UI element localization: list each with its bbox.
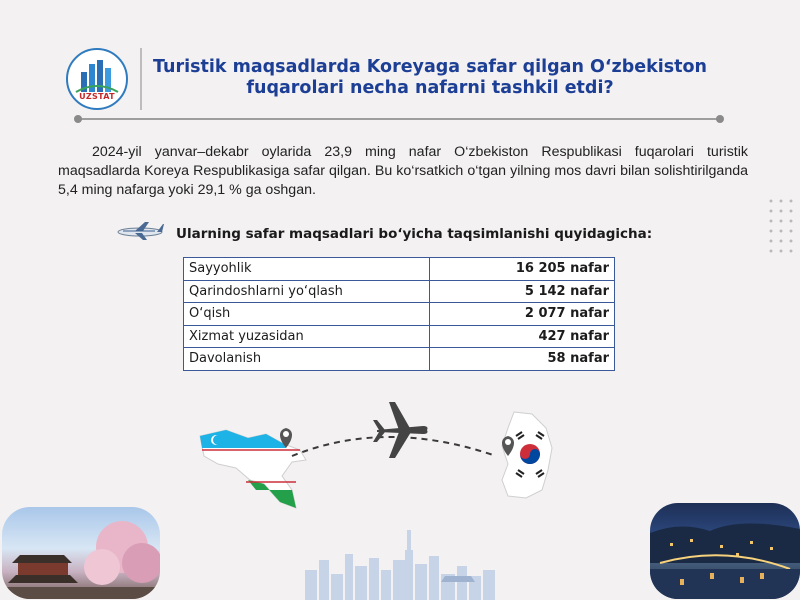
purpose-table <box>183 257 615 371</box>
table-row <box>184 280 615 303</box>
palace-cherry-blossom-photo <box>2 507 160 599</box>
purpose-label: Sayyohlik <box>184 258 430 281</box>
page-title: Turistik maqsadlarda Koreyaga safar qilgan O‘zbekiston fuqarolari necha nafarni tashkil etdi? <box>152 57 707 98</box>
purpose-value: 16 205 nafar <box>430 258 615 281</box>
city-skyline-graphic <box>305 530 495 600</box>
table-row <box>184 303 615 326</box>
airplane-icon <box>115 220 165 242</box>
dot-pattern <box>766 196 796 256</box>
purpose-value: 5 142 nafar <box>430 280 615 303</box>
purpose-value: 2 077 nafar <box>430 303 615 326</box>
distribution-subtitle: Ularning safar maqsadlari bo‘yicha taqsimlanishi quyidagicha: <box>176 226 653 242</box>
uzstat-logo <box>66 48 128 110</box>
purpose-label: Davolanish <box>184 348 430 371</box>
rule-dot-left <box>74 115 82 123</box>
rule-dot-right <box>716 115 724 123</box>
table-row <box>184 348 615 371</box>
table-row <box>184 325 615 348</box>
purpose-label: Qarindoshlarni yo‘qlash <box>184 280 430 303</box>
bar-chart-icon <box>68 54 126 94</box>
korea-map-icon <box>502 412 552 498</box>
logo-text: UZSTAT <box>79 92 115 101</box>
purpose-label: O‘qish <box>184 303 430 326</box>
route-illustration <box>196 398 566 513</box>
purpose-label: Xizmat yuzasidan <box>184 325 430 348</box>
airplane-icon <box>373 402 428 458</box>
summary-paragraph: 2024-yil yanvar–dekabr oylarida 23,9 ming nafar O‘zbekiston Respublikasi fuqarolari turistik maqsadlarda Koreya Respublikasiga safar qilgan. Bu ko‘rsatkich o‘tgan yilning mos davri bilan solishtirilganda 5,4 ming nafarga yoki 29,1 % ga oshgan. <box>58 144 748 198</box>
busan-night-city-photo <box>650 503 800 599</box>
purpose-value: 427 nafar <box>430 325 615 348</box>
table-row <box>184 258 615 281</box>
header-rule <box>78 118 718 120</box>
purpose-value: 58 nafar <box>430 348 615 371</box>
title-divider <box>140 48 142 110</box>
